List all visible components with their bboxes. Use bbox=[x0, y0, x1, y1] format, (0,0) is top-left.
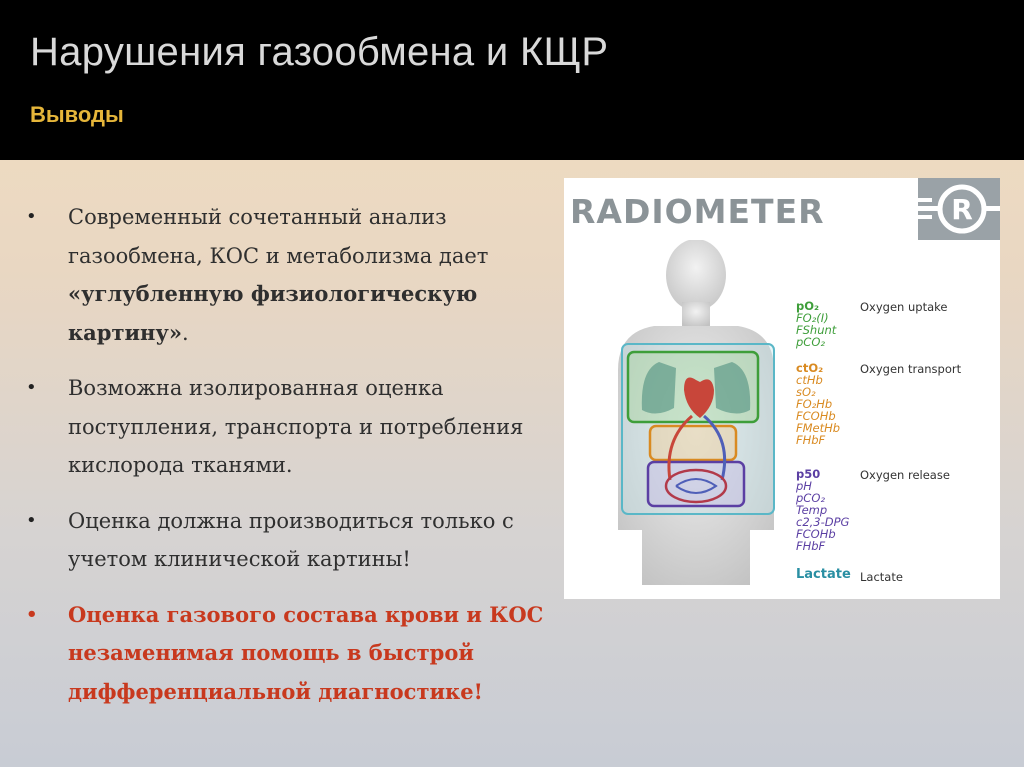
param-item: FHbF bbox=[796, 433, 826, 447]
param-item: FHbF bbox=[796, 539, 826, 553]
param-item: FMetHb bbox=[796, 421, 841, 435]
radiometer-logo bbox=[918, 178, 1000, 240]
param-item: pCO₂ bbox=[796, 335, 825, 349]
bullet-text-end: . bbox=[181, 320, 189, 345]
bullet-item bbox=[26, 369, 566, 485]
bullet-marker: • bbox=[26, 509, 37, 531]
bullet-text: Возможна изолированная оценка поступления, транспорта и потребления кислорода тканями. bbox=[68, 376, 524, 477]
bullet-marker: • bbox=[26, 377, 37, 398]
bullet-marker: • bbox=[26, 206, 37, 227]
desc-lactate: Lactate bbox=[860, 570, 903, 584]
bullet-list bbox=[26, 198, 566, 728]
param-item: FShunt bbox=[796, 323, 837, 337]
bullet-text: Оценка газового состава крови и КОС незаменимая помощь в быстрой дифференциальной диагностике! bbox=[68, 601, 544, 704]
param-item: ctHb bbox=[796, 373, 823, 387]
param-item: c2,3-DPG bbox=[796, 515, 850, 529]
desc-oxygen-uptake: Oxygen uptake bbox=[860, 300, 948, 314]
param-p50: p50 bbox=[796, 467, 821, 481]
bullet-text: Современный сочетанный анализ газообмена, КОС и метаболизма дает bbox=[68, 205, 489, 268]
slide-title: Нарушения газообмена и КЩР bbox=[30, 30, 609, 74]
radiometer-logo-letter: R bbox=[951, 193, 973, 226]
body-silhouette-icon bbox=[604, 240, 784, 590]
param-item: FCOHb bbox=[796, 527, 836, 541]
slide-subtitle: Выводы bbox=[30, 102, 124, 127]
bullet-item bbox=[26, 198, 566, 352]
param-lactate: Lactate bbox=[796, 567, 851, 582]
param-cto2: ctO₂ bbox=[796, 361, 824, 375]
radiometer-logo-icon bbox=[918, 178, 1000, 240]
param-po2: pO₂ bbox=[796, 299, 820, 313]
slide-header bbox=[0, 0, 1024, 160]
param-item: FCOHb bbox=[796, 409, 836, 423]
radiometer-figure bbox=[564, 178, 1000, 599]
radiometer-brand: RADIOMETER bbox=[570, 192, 825, 231]
param-item: sO₂ bbox=[796, 385, 816, 399]
param-item: pH bbox=[796, 479, 812, 493]
desc-oxygen-release: Oxygen release bbox=[860, 468, 950, 482]
bullet-item-highlight bbox=[26, 596, 566, 712]
desc-oxygen-transport: Oxygen transport bbox=[860, 362, 962, 376]
bullet-item bbox=[26, 502, 566, 579]
param-item: FO₂Hb bbox=[796, 397, 833, 411]
param-item: Temp bbox=[796, 503, 828, 517]
param-item: FO₂(I) bbox=[796, 311, 829, 325]
bullet-emphasis: «углубленную физиологическую картину» bbox=[68, 281, 478, 345]
bullet-text: Оценка должна производиться только с учетом клинической картины! bbox=[68, 508, 514, 571]
bullet-marker: • bbox=[26, 603, 38, 625]
param-item: pCO₂ bbox=[796, 491, 825, 505]
